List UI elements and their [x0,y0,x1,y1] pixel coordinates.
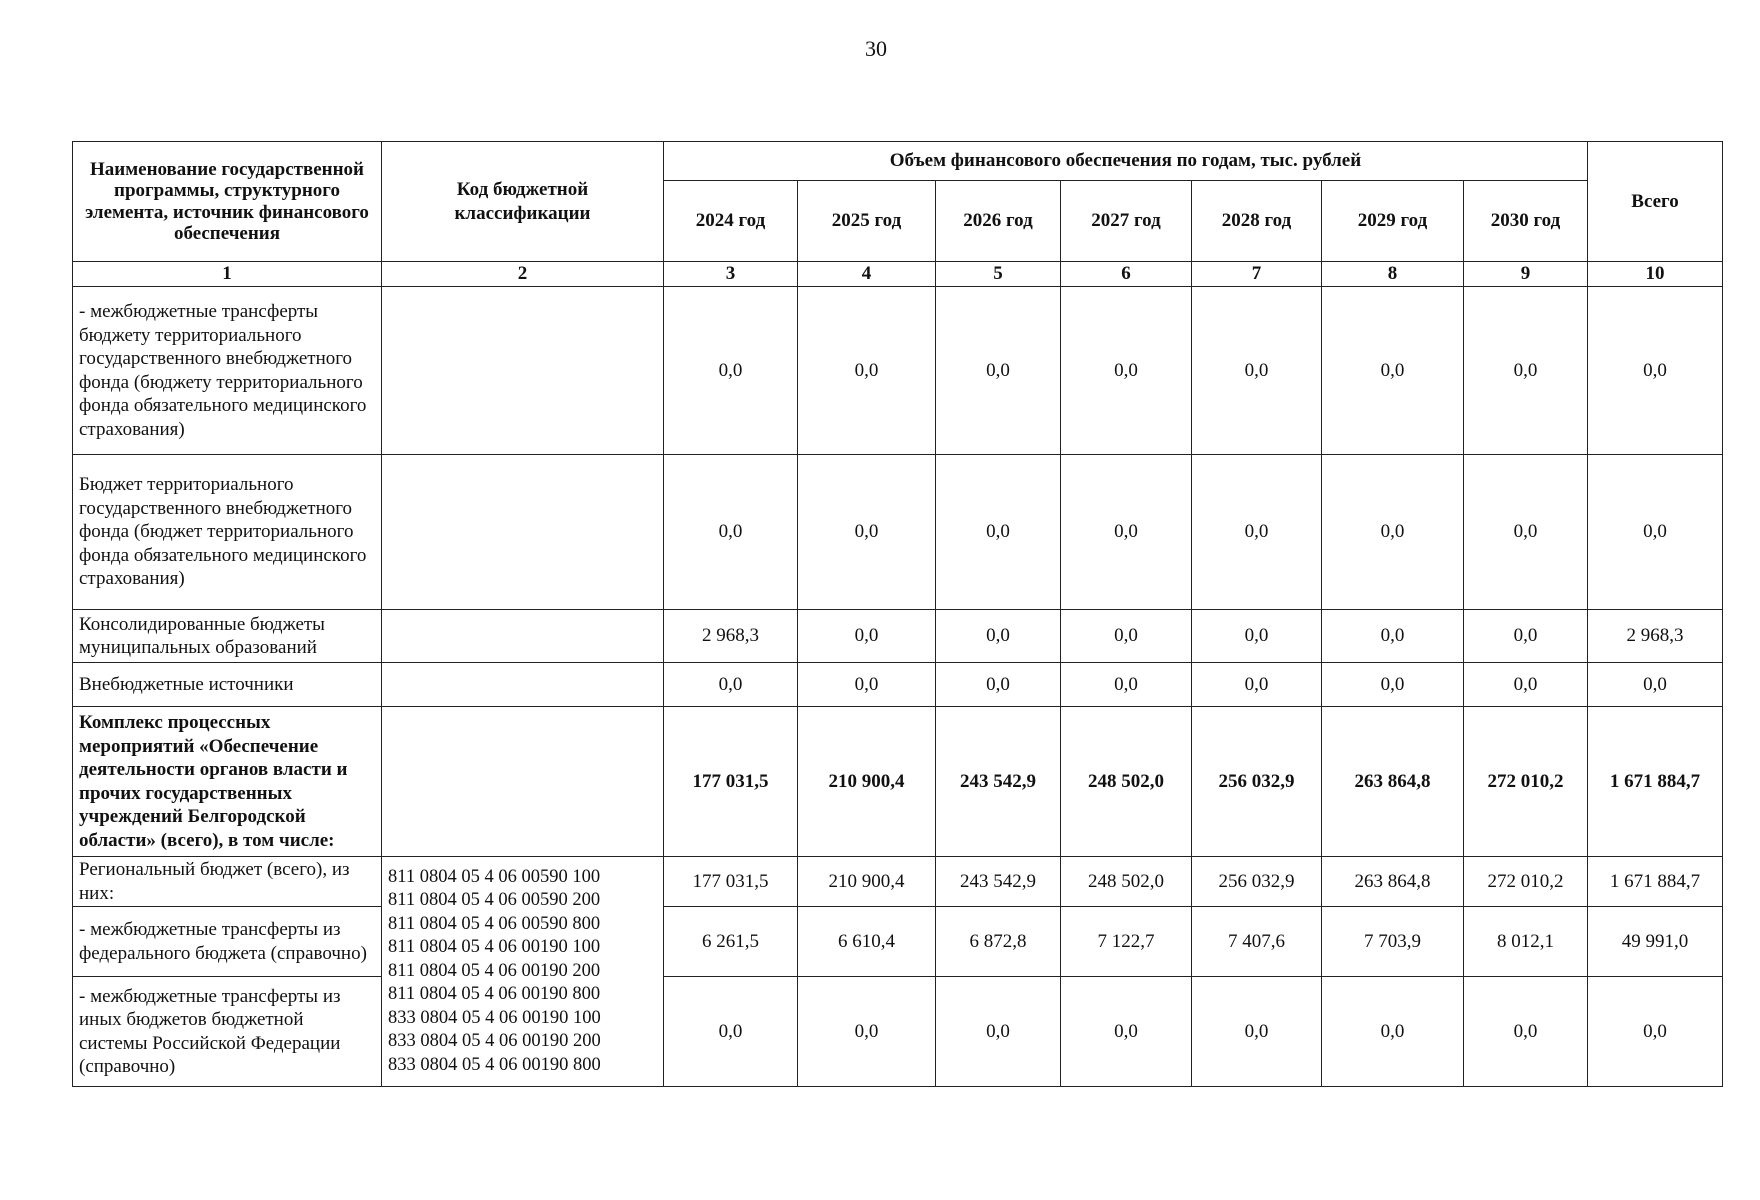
column-number: 7 [1192,262,1322,287]
value-cell: 0,0 [664,663,798,707]
value-cell: 177 031,5 [664,857,798,907]
row-name: - межбюджетные трансферты из федерального бюджета (справочно) [73,907,382,977]
table-row [73,977,1723,1087]
value-cell: 0,0 [1192,287,1322,455]
value-cell: 0,0 [936,610,1061,663]
value-cell: 177 031,5 [664,707,798,857]
value-cell: 248 502,0 [1061,857,1192,907]
value-cell: 0,0 [798,287,936,455]
value-cell: 0,0 [1322,663,1464,707]
row-code-empty [382,287,664,455]
header-year: 2024 год [664,181,798,262]
column-number-row [73,262,1723,287]
header-year: 2026 год [936,181,1061,262]
value-cell: 248 502,0 [1061,707,1192,857]
column-number: 10 [1588,262,1723,287]
value-cell: 0,0 [1061,455,1192,610]
header-year: 2029 год [1322,181,1464,262]
table-row [73,857,1723,907]
value-cell: 272 010,2 [1464,857,1588,907]
header-year: 2028 год [1192,181,1322,262]
column-number: 4 [798,262,936,287]
value-cell: 6 261,5 [664,907,798,977]
budget-code: 811 0804 05 4 06 00190 100 [388,937,601,958]
value-cell: 7 407,6 [1192,907,1322,977]
header-total: Всего [1588,142,1723,262]
column-number: 2 [382,262,664,287]
row-code-empty [382,455,664,610]
total-cell: 1 671 884,7 [1588,857,1723,907]
value-cell: 0,0 [664,455,798,610]
value-cell: 0,0 [1061,287,1192,455]
value-cell: 0,0 [936,663,1061,707]
value-cell: 263 864,8 [1322,857,1464,907]
table-row [73,663,1723,707]
budget-code: 833 0804 05 4 06 00190 800 [388,1054,601,1075]
value-cell: 0,0 [936,287,1061,455]
value-cell: 0,0 [664,977,798,1087]
page-number: 30 [865,36,887,61]
value-cell: 243 542,9 [936,857,1061,907]
value-cell: 0,0 [1464,977,1588,1087]
value-cell: 6 610,4 [798,907,936,977]
value-cell: 0,0 [798,455,936,610]
row-code-empty [382,663,664,707]
value-cell: 0,0 [1061,977,1192,1087]
financing-table [72,141,1723,1087]
header-year: 2027 год [1061,181,1192,262]
column-number: 8 [1322,262,1464,287]
value-cell: 8 012,1 [1464,907,1588,977]
value-cell: 7 703,9 [1322,907,1464,977]
value-cell: 2 968,3 [664,610,798,663]
header-volume: Объем финансового обеспечения по годам, тыс. рублей [664,142,1588,181]
value-cell: 256 032,9 [1192,707,1322,857]
value-cell: 256 032,9 [1192,857,1322,907]
value-cell: 0,0 [1061,663,1192,707]
total-cell: 0,0 [1588,287,1723,455]
table-row [73,907,1723,977]
value-cell: 0,0 [1464,455,1588,610]
value-cell: 0,0 [1192,610,1322,663]
value-cell: 0,0 [1061,610,1192,663]
total-cell: 49 991,0 [1588,907,1723,977]
column-number: 5 [936,262,1061,287]
column-number: 1 [73,262,382,287]
budget-code: 811 0804 05 4 06 00590 200 [388,890,601,911]
row-code-empty [382,610,664,663]
row-name: Региональный бюджет (всего), из них: [73,857,382,907]
budget-code: 811 0804 05 4 06 00190 200 [388,960,601,981]
header-year: 2025 год [798,181,936,262]
row-name: - межбюджетные трансферты из иных бюджетов бюджетной системы Российской Федерации (справочно) [73,977,382,1087]
header-year: 2030 год [1464,181,1588,262]
row-name: - межбюджетные трансферты бюджету территориального государственного внебюджетного фонда (бюджету территориального фонда обязательного медицинского страхования) [73,287,382,455]
table-row [73,287,1723,455]
column-number: 6 [1061,262,1192,287]
value-cell: 0,0 [1192,977,1322,1087]
total-cell: 0,0 [1588,663,1723,707]
value-cell: 0,0 [936,977,1061,1087]
budget-code: 811 0804 05 4 06 00590 100 [388,866,601,887]
total-cell: 0,0 [1588,455,1723,610]
header-code: Код бюджетной классификации [382,142,664,262]
total-cell: 0,0 [1588,977,1723,1087]
budget-code: 833 0804 05 4 06 00190 200 [388,1031,601,1052]
value-cell: 0,0 [798,610,936,663]
column-number: 3 [664,262,798,287]
value-cell: 210 900,4 [798,857,936,907]
value-cell: 0,0 [1322,977,1464,1087]
value-cell: 0,0 [798,663,936,707]
row-name: Консолидированные бюджеты муниципальных образований [73,610,382,663]
value-cell: 7 122,7 [1061,907,1192,977]
value-cell: 243 542,9 [936,707,1061,857]
table-row [73,455,1723,610]
table-row [73,707,1723,857]
total-cell: 2 968,3 [1588,610,1723,663]
value-cell: 0,0 [1464,287,1588,455]
budget-code: 833 0804 05 4 06 00190 100 [388,1007,601,1028]
value-cell: 0,0 [936,455,1061,610]
value-cell: 0,0 [1464,610,1588,663]
header-name: Наименование государственной программы, структурного элемента, источник финансового обеспечения [73,142,382,262]
total-cell: 1 671 884,7 [1588,707,1723,857]
table-row [73,610,1723,663]
value-cell: 263 864,8 [1322,707,1464,857]
value-cell: 210 900,4 [798,707,936,857]
row-code-empty [382,707,664,857]
value-cell: 0,0 [1192,663,1322,707]
row-name: Внебюджетные источники [73,663,382,707]
row-name: Комплекс процессных мероприятий «Обеспечение деятельности органов власти и прочих государственных учреждений Белгородской области» (всего), в том числе: [73,707,382,857]
value-cell: 0,0 [1192,455,1322,610]
value-cell: 6 872,8 [936,907,1061,977]
column-number: 9 [1464,262,1588,287]
value-cell: 0,0 [1322,610,1464,663]
value-cell: 0,0 [1322,287,1464,455]
budget-code: 811 0804 05 4 06 00590 800 [388,913,601,934]
budget-code: 811 0804 05 4 06 00190 800 [388,984,601,1005]
value-cell: 272 010,2 [1464,707,1588,857]
value-cell: 0,0 [798,977,936,1087]
value-cell: 0,0 [1464,663,1588,707]
value-cell: 0,0 [1322,455,1464,610]
budget-code-list [382,857,664,1087]
value-cell: 0,0 [664,287,798,455]
row-name: Бюджет территориального государственного внебюджетного фонда (бюджет территориального фонда обязательного медицинского страхования) [73,455,382,610]
